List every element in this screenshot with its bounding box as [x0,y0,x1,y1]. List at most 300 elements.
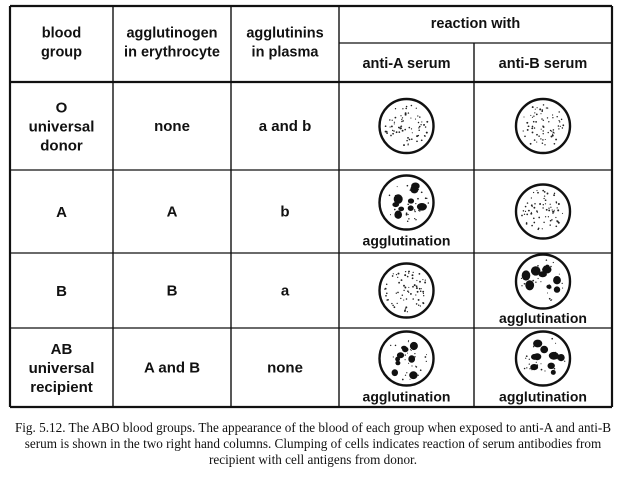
table-row [56,176,570,249]
cell-dot [530,143,532,145]
cell-dot [542,130,543,131]
cell-dot [562,124,564,126]
cell-dot [398,127,400,129]
cell-dot [424,136,425,137]
cell-dot [405,306,407,308]
cell-dot [557,209,559,211]
cell-dot [529,363,530,364]
cell-dot [401,119,402,120]
cell-dot [537,211,538,212]
caption-figure-number: Fig. 5.12. [14,420,66,435]
cell-dot [544,370,545,371]
cell-dot [542,228,543,229]
cell-dot [425,197,427,199]
cell-dot [394,123,395,124]
blood-group-name: A [56,203,67,221]
cell-dot [407,137,409,139]
cell-dot [526,222,527,223]
cell-dot [542,207,543,208]
cell-dot [392,130,393,131]
cell-dot [548,208,549,209]
cell-dot [539,108,541,110]
cell-dot [533,116,534,117]
cell-dot [404,310,406,312]
cell-dot [546,259,548,261]
cell-dot [405,112,407,114]
cell-dot [553,211,555,213]
cell-dot [554,132,555,133]
cell-dot [414,209,415,210]
cell-dot [561,119,562,120]
agglutination-clump [398,207,404,212]
cell-dot [422,279,423,280]
cell-dot [534,112,535,113]
cell-dot [545,203,546,204]
cell-dot [547,117,548,118]
cell-dot [397,303,398,304]
agglutination-clump [533,340,542,348]
cell-dot [548,216,549,217]
agglutination-clump [408,198,414,203]
cell-dot [418,135,419,136]
cell-dot [406,214,408,216]
clear-well-anti-b [516,185,570,239]
cell-dot [533,192,534,193]
cell-dot [535,109,536,110]
cell-dot [428,202,430,204]
cell-dot [418,375,419,376]
agglutination-clump [554,286,560,292]
cell-dot [533,217,535,219]
agglutinogen-value: B [166,282,178,300]
cell-dot [417,115,418,116]
blood-group-name: donor [40,137,83,155]
header-agglutinins: agglutinins [246,25,324,42]
cell-dot [529,368,530,369]
header-anti-b-serum: anti-B serum [498,56,588,72]
cell-dot [386,284,388,286]
cell-dot [398,273,400,275]
agglutination-label: agglutination [499,388,587,405]
cell-dot [419,273,421,275]
cell-dot [550,300,551,301]
cell-dot [407,144,408,145]
cell-dot [408,341,409,342]
cell-dot [417,198,419,200]
cell-dot [424,282,426,284]
cell-dot [408,287,409,288]
cell-dot [544,144,545,145]
cell-dot [392,133,394,135]
agglutination-clump [522,270,531,280]
cell-dot [403,290,404,291]
cell-dot [423,295,424,296]
cell-dot [558,128,559,129]
cell-dot [412,274,414,276]
cell-dot [550,204,551,205]
well-outline [380,264,434,318]
cell-dot [551,136,553,138]
cell-dot [420,124,421,125]
cell-dot [536,114,538,116]
cell-dot [414,353,415,354]
cell-dot [553,129,555,131]
cell-dot [558,120,559,121]
cell-dot [523,130,524,131]
cell-dot [407,276,409,278]
cell-dot [415,203,416,204]
cell-dot [526,367,527,368]
cell-dot [545,199,547,201]
agglutinins-value: none [267,359,303,377]
cell-dot [523,210,524,211]
cell-dot [422,302,424,304]
cell-dot [412,277,414,279]
cell-dot [424,124,425,125]
cell-dot [540,113,541,114]
cell-dot [404,129,406,131]
cell-dot [407,311,408,312]
header-agglutinogen: in erythrocyte [124,44,220,61]
cell-dot [403,300,404,301]
cell-dot [390,345,391,346]
cell-dot [406,140,408,142]
agglutination-clump [540,346,548,353]
cell-dot [557,207,558,208]
agglutinins-value: a [280,282,290,300]
cell-dot [555,139,557,141]
cell-dot [525,206,527,208]
cell-dot [552,117,553,118]
cell-dot [398,131,400,133]
cell-dot [562,127,563,128]
cell-dot [552,213,553,214]
cell-dot [413,272,414,273]
blood-group-name: B [56,282,67,300]
cell-dot [411,365,412,366]
cell-dot [408,292,409,293]
cell-dot [536,134,538,136]
cell-dot [550,220,552,222]
agglutinated-well-anti-a [380,176,434,230]
cell-dot [552,134,553,135]
agglutination-label: agglutination [362,388,451,405]
cell-dot [402,379,404,381]
cell-dot [414,211,415,212]
agglutinins-value: a and b [258,118,312,135]
cell-dot [409,271,410,272]
cell-dot [533,207,535,209]
cell-dot [425,126,427,128]
cell-dot [549,298,551,300]
cell-dot [530,115,531,116]
cell-dot [538,135,540,137]
cell-dot [407,353,408,354]
cell-dot [553,262,554,263]
cell-dot [416,287,418,289]
cell-dot [548,121,549,122]
cell-dot [528,210,530,212]
cell-dot [401,279,403,281]
cell-dot [559,121,560,122]
cell-dot [542,142,543,143]
cell-dot [418,130,420,132]
cell-dot [542,109,544,111]
cell-dot [555,217,556,218]
cell-dot [552,114,553,115]
cell-dot [395,345,397,347]
cell-dot [426,354,427,355]
cell-dot [533,346,534,347]
cell-dot [541,369,543,371]
agglutination-label: agglutination [362,232,451,249]
agglutination-clump [533,353,541,360]
cell-dot [410,349,411,350]
cell-dot [548,132,549,133]
cell-dot [531,212,532,213]
header-blood-group: group [40,44,83,61]
cell-dot [405,354,406,355]
cell-dot [411,128,412,129]
cell-dot [416,140,418,142]
cell-dot [531,197,532,198]
cell-dot [425,280,426,281]
cell-dot [385,295,387,297]
cell-dot [405,271,406,272]
cell-dot [386,132,388,134]
cell-dot [416,285,418,287]
cell-dot [419,116,420,117]
cell-dot [406,212,408,214]
cell-dot [404,274,406,276]
cell-dot [419,281,421,283]
cell-dot [421,191,423,193]
cell-dot [528,126,530,128]
cell-dot [543,120,544,121]
cell-dot [393,273,394,274]
agglutination-clump [531,266,541,275]
cell-dot [411,350,412,351]
cell-dot [550,207,551,208]
agglutination-clump [553,276,561,284]
cell-dot [423,293,424,294]
cell-dot [554,143,556,145]
cell-dot [386,292,388,294]
cell-dot [556,116,557,117]
cell-dot [418,127,419,128]
cell-dot [532,280,534,282]
cell-dot [417,291,419,293]
cell-dot [543,198,544,199]
cell-dot [418,304,419,305]
blood-group-name: universal [28,118,95,136]
header-agglutinins: in plasma [251,44,319,61]
cell-dot [537,265,539,267]
cell-dot [554,193,555,194]
table-header [41,16,587,72]
cell-dot [390,126,391,127]
cell-dot [524,368,526,370]
cell-dot [414,284,416,286]
cell-dot [408,112,409,113]
cell-dot [392,120,393,121]
cell-dot [562,288,563,289]
cell-dot [426,198,427,199]
cell-dot [532,106,534,108]
cell-dot [391,303,392,304]
agglutination-clump [410,342,418,350]
cell-dot [521,215,523,217]
cell-dot [532,131,534,133]
cell-dot [420,305,421,306]
cell-dot [555,225,557,227]
cell-dot [537,192,539,194]
cell-dot [400,126,401,127]
cell-dot [558,125,560,127]
cell-dot [415,119,416,120]
cell-dot [555,343,556,344]
cell-dot [421,139,423,141]
header-agglutinogen: agglutinogen [126,25,218,42]
agglutinins-value: b [280,203,290,221]
agglutination-clump [545,265,550,270]
cell-dot [419,288,421,290]
caption-text: The ABO blood groups. The appearance of the blood of each group when exposed to anti-A and anti-B serum is shown in the two right hand columns. Clumping of cells indicates reaction of serum antibodies from recipient with cell antigens from donor. [24,420,612,467]
cell-dot [532,126,534,128]
cell-dot [536,190,537,191]
cell-dot [530,213,532,215]
cell-dot [537,278,538,279]
cell-dot [405,108,407,110]
cell-dot [541,129,542,130]
well-outline [516,185,570,239]
cell-dot [397,186,398,187]
cell-dot [396,293,397,294]
cell-dot [538,228,540,230]
cell-dot [562,283,563,284]
agglutination-label: agglutination [499,310,587,326]
table-row [29,99,570,154]
agglutination-clump [417,203,427,211]
cell-dot [525,211,526,212]
cell-dot [402,295,403,296]
cell-dot [543,133,544,134]
agglutination-clump [392,369,398,376]
cell-dot [421,121,422,122]
cell-dot [542,139,544,141]
cell-dot [534,127,536,129]
cell-dot [525,358,526,359]
cell-dot [409,127,411,129]
agglutinogen-value: A [166,203,178,221]
cell-dot [412,286,414,288]
cell-dot [389,119,390,120]
cell-dot [551,131,552,132]
cell-dot [547,107,548,108]
cell-dot [544,191,546,193]
cell-dot [421,288,422,289]
cell-dot [394,306,396,308]
cell-dot [384,289,385,290]
cell-dot [419,126,421,128]
cell-dot [416,303,418,305]
header-reaction-with: reaction with [430,16,521,32]
cell-dot [400,127,402,129]
cell-dot [543,104,545,106]
cell-dot [534,203,536,205]
agglutinogen-value: none [154,118,190,135]
cell-dot [405,308,406,309]
cell-dot [540,138,541,139]
cell-dot [558,222,560,224]
cell-dot [397,277,398,278]
cell-dot [564,361,565,362]
cell-dot [552,209,553,210]
cell-dot [540,363,541,364]
agglutination-clump [548,363,555,369]
cell-dot [545,216,546,217]
cell-dot [410,293,412,295]
figure-caption [8,420,618,468]
cell-dot [385,131,387,133]
cell-dot [393,130,395,132]
cell-dot [405,359,406,360]
cell-dot [407,214,408,215]
cell-dot [406,298,408,300]
cell-dot [540,281,541,282]
cell-dot [556,201,558,203]
cell-dot [385,125,387,127]
cell-dot [426,361,427,362]
cell-dot [402,120,404,122]
cell-dot [400,298,401,299]
cell-dot [411,105,413,107]
cell-dot [407,220,409,222]
cell-dot [536,142,537,143]
clear-well-anti-a [380,264,434,318]
agglutinogen-value: A and B [143,359,201,377]
cell-dot [398,282,400,284]
blood-group-name: recipient [30,378,93,396]
header-anti-a-serum: anti-A serum [362,56,451,72]
blood-group-name: AB [50,340,73,358]
cell-dot [408,363,409,364]
cell-dot [554,368,556,370]
cell-dot [422,291,424,293]
agglutination-clump [551,370,556,375]
cell-dot [391,125,393,127]
cell-dot [403,285,405,287]
cell-dot [533,121,535,123]
cell-dot [547,292,548,293]
agglutination-clump [549,352,559,360]
well-outline [380,176,434,230]
cell-dot [558,111,559,112]
cell-dot [546,209,548,211]
cell-dot [524,214,525,215]
cell-dot [406,372,407,373]
cell-dot [397,292,399,294]
cell-dot [406,106,408,108]
cell-dot [400,115,401,116]
cell-dot [396,274,397,275]
well-outline [380,332,434,386]
agglutinated-well-anti-a [380,332,434,386]
cell-dot [536,362,537,363]
agglutination-clump [394,211,402,219]
cell-dot [389,195,391,197]
cell-dot [550,266,552,268]
